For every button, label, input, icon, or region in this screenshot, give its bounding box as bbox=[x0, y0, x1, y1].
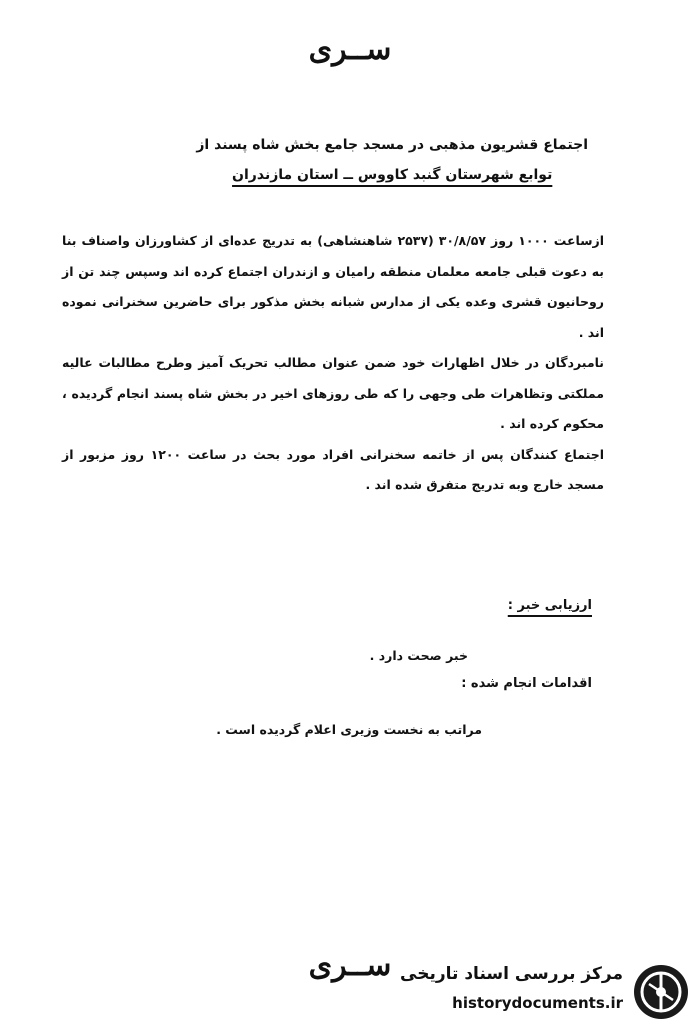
title-line-1: اجتماع قشریون مذهبی در مسجد جامع بخش شاه پسند از bbox=[196, 137, 588, 153]
classification-header: ســری bbox=[308, 32, 392, 67]
watermark bbox=[400, 958, 695, 1026]
body-paragraph: ازساعت ۱۰۰۰ روز ۳۰/۸/۵۷ (۲۵۳۷ شاهنشاهی) به تدریج عده‌ای از کشاورزان واصناف بنا به دعوت قبلی جامعه معلمان منطقه رامیان و ازندران اجتماع کرده اند وسپس چند تن از روحانیون قشری وعده یکی از مدارس شبانه بخش مذکور برای حاضرین سخنرانی نموده اند . bbox=[62, 233, 604, 340]
assessment-value: خبر صحت دارد . bbox=[369, 648, 468, 663]
document-body bbox=[62, 226, 604, 501]
classification-footer: ســری bbox=[308, 948, 392, 983]
title-line-2: توابع شهرستان گنبد کاووس ــ استان مازندران bbox=[232, 167, 553, 183]
body-paragraph: نامبردگان در خلال اظهارات خود ضمن عنوان مطالب تحریک آمیز وطرح مطالبات عالیه مملکتی وتظاهرات طی وجهی را که طی روزهای اخیر در بخش شاه پسند انجام گردیده ، محکوم کرده اند . bbox=[62, 355, 604, 431]
body-paragraph: اجتماع کنندگان پس از خاتمه سخنرانی افراد مورد بحث در ساعت ۱۲۰۰ روز مزبور از مسجد خارج وبه تدریج متفرق شده اند . bbox=[62, 446, 604, 492]
watermark-name: مرکز بررسی اسناد تاریخی bbox=[400, 964, 623, 984]
actions-value: مراتب به نخست وزیری اعلام گردیده است . bbox=[216, 722, 482, 737]
assessment-label: ارزیابی خبر : bbox=[507, 598, 592, 613]
actions-label: اقدامات انجام شده : bbox=[461, 676, 592, 691]
watermark-site: historydocuments.ir bbox=[452, 994, 623, 1012]
document-title bbox=[196, 130, 588, 190]
archive-logo-icon bbox=[631, 962, 691, 1022]
